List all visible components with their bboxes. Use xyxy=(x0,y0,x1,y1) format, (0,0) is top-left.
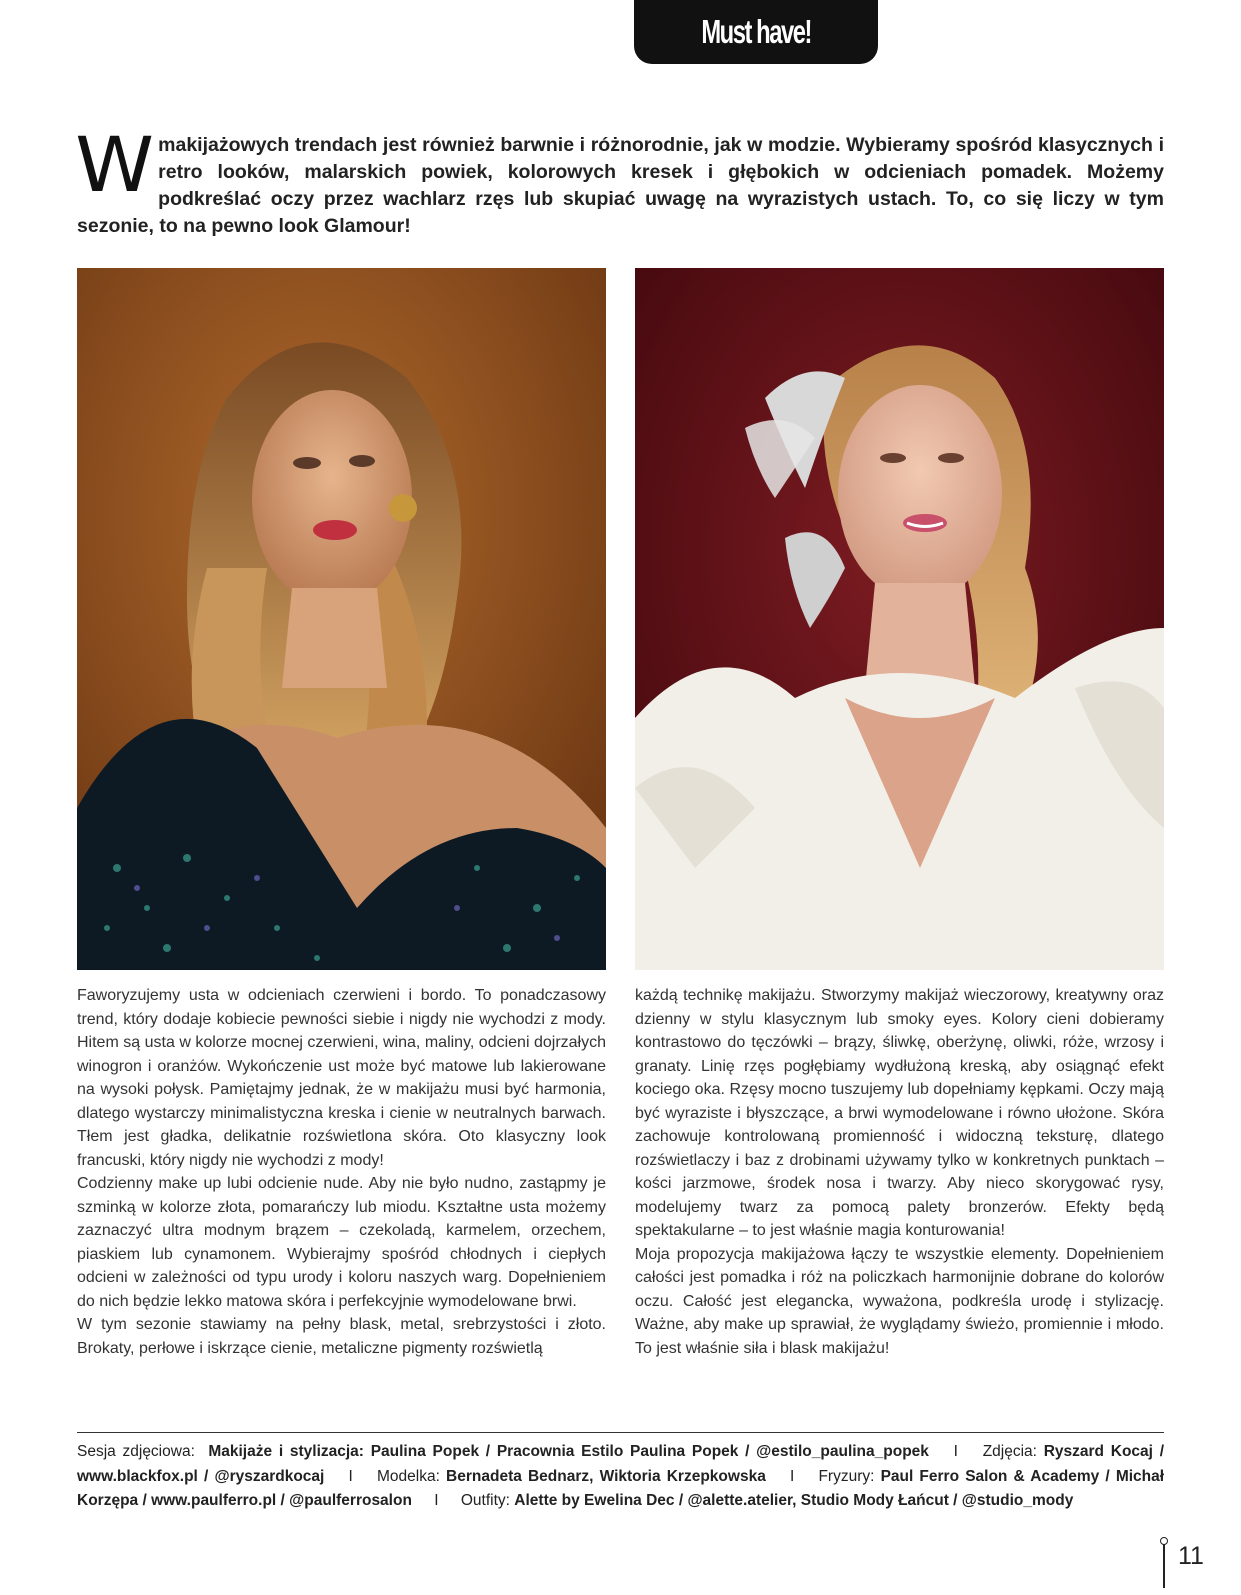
credits-outfit-value: Alette by Ewelina Dec / @alette.atelier, Studio Mody Łańcut / @studio_mody xyxy=(514,1492,1074,1509)
page-marker-line xyxy=(1163,1540,1165,1588)
intro-text: makijażowych trendach jest również barwnie i różnorodnie, jak w modzie. Wybieramy spośród klasycznych i retro looków, malarskich powiek, kolorowych kresek i głębokich w odcieniach pomadek. Możemy podkreślać oczy przez wachlarz rzęs lub skupiać uwagę na wyrazistych ustach. To, co się liczy w tym sezonie, to na pewno look Glamour! xyxy=(77,134,1164,237)
credits-separator: I xyxy=(348,1467,353,1485)
credits-separator: I xyxy=(953,1443,958,1460)
credits-separator: I xyxy=(434,1492,439,1509)
page-marker-dot xyxy=(1160,1537,1168,1545)
photo-right xyxy=(635,268,1164,970)
credits-photo-value: Ryszard Kocaj / www.blackfox.pl / @ryszardkocaj xyxy=(77,1443,1164,1485)
credits-makeup-value: Paulina Popek / Pracownia Estilo Paulina Popek / @estilo_paulina_popek xyxy=(370,1443,929,1460)
credits-model-label: Modelka: xyxy=(376,1467,440,1485)
credits-divider xyxy=(77,1432,1164,1433)
credits-photo-label: Zdjęcia: xyxy=(982,1443,1037,1460)
paragraph: Faworyzujemy usta w odcieniach czerwieni i bordo. To ponadczasowy trend, który dodaje kobiecie pewności siebie i nigdy nie wychodzi z mody. Hitem są usta w kolorze mocnej czerwieni, wina, maliny, odcieni dojrzałych winogron i oranżów. Wykończenie ust może być matowe lub lakierowane na wysoki połysk. Pamiętajmy jednak, że w makijażu musi być harmonia, dlatego wystarczy minimalistyczna kreska i cienie w neutralnych barwach. Tłem jest gładka, delikatnie rozświetlona skóra. Oto klasyczny look francuski, który nigdy nie wychodzi z mody! xyxy=(77,987,606,1169)
dropcap: W xyxy=(75,120,155,209)
credits-outfit-label: Outfity: xyxy=(460,1492,510,1509)
credits-session-label: Sesja zdjęciowa: xyxy=(77,1443,195,1460)
paragraph: Codzienny make up lubi odcienie nude. Aby nie było nudno, zastąpmy je szminką w kolorze złota, pomarańczy lub miodu. Kształtne usta możemy zaznaczyć ultra modnym brązem – czekoladą, karmelem, orzechem, piaskiem lub cynamonem. Wybierajmy spośród chłodnych i ciepłych odcieni w zależności od typu urody i koloru naszych warg. Dopełnieniem do nich będzie lekko matowa skóra i perfekcyjnie wymodelowane brwi. xyxy=(77,1175,606,1310)
photo-left xyxy=(77,268,606,970)
section-tab xyxy=(634,0,878,64)
body-column-right xyxy=(635,984,1164,1360)
body-column-left xyxy=(77,984,606,1360)
paragraph: Moja propozycja makijażowa łączy te wszystkie elementy. Dopełnieniem całości jest pomadka i róż na policzkach harmonijnie dobrane do kolorów oczu. Całość jest elegancka, wyważona, podkreśla urodę i stylizację. Ważne, aby make up sprawiał, że wyglądamy świeżo, promiennie i młodo. To jest właśnie siła i blask makijażu! xyxy=(635,1245,1164,1357)
paragraph: każdą technikę makijażu. Stworzymy makijaż wieczorowy, kreatywny oraz dzienny w stylu klasycznym lub smoky eyes. Kolory cieni dobieramy kontrastowo do tęczówki – brązy, śliwkę, oberżynę, oliwki, róże, wrzosy i granaty. Linię rzęs pogłębiamy wydłużoną kreską, aby osiągnąć efekt kociego oka. Rzęsy mocno tuszujemy lub dopełniamy kępkami. Oczy mają być wyraziste i błyszczące, a brwi wymodelowane i równo ułożone. Skóra zachowuje kontrolowaną promienność i widoczną teksturę, dlatego rozświetlaczy i baz z drobinami używamy tylko w konkretnych punktach – kości jarzmowe, środek nosa i twarzy. Aby nieco skorygować rysy, modelujemy twarz za pomocą palety bronzerów. Efekty będą spektakularne – to jest właśnie magia konturowania! xyxy=(635,987,1164,1239)
credits-hair-label: Fryzury: xyxy=(818,1467,875,1485)
section-tab-label: Must have! xyxy=(701,13,811,50)
credits-model-value: Bernadeta Bednarz, Wiktoria Krzepkowska xyxy=(446,1467,766,1485)
page-number: 11 xyxy=(1178,1542,1204,1570)
credits-separator: I xyxy=(789,1467,795,1485)
credits-makeup-label: Makijaże i stylizacja: xyxy=(208,1443,364,1460)
photo-credits xyxy=(77,1440,1164,1514)
intro-paragraph xyxy=(75,120,1164,240)
credits-hair-value: Paul Ferro Salon & Academy / Michał Korzępa / www.paulferro.pl / @paulferrosalon xyxy=(77,1467,1165,1509)
paragraph: W tym sezonie stawiamy na pełny blask, metal, srebrzystości i złoto. Brokaty, perłowe i iskrzące cienie, metaliczne pigmenty rozświetlą xyxy=(77,1316,606,1357)
